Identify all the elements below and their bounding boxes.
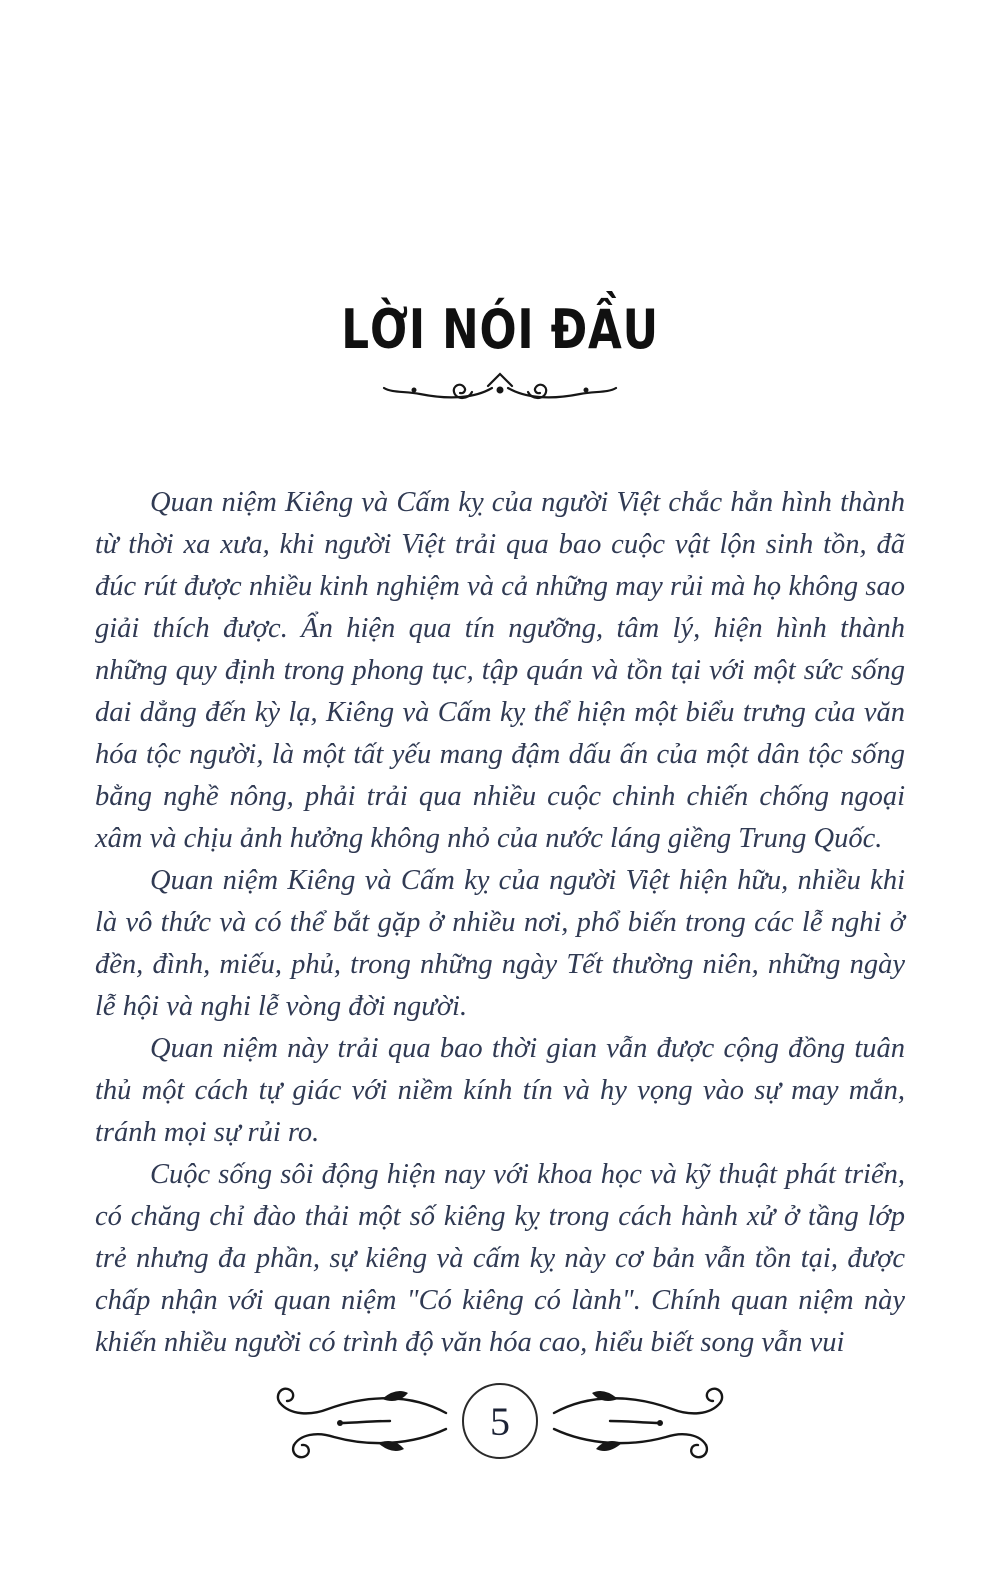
chapter-header — [0, 0, 1000, 408]
paragraph-1: Quan niệm Kiêng và Cấm kỵ của người Việt chắc hẳn hình thành từ thời xa xưa, khi người Việt trải qua bao cuộc vật lộn sinh tồn, đã đúc rút được nhiều kinh nghiệm và cả những may rủi mà họ không sao giải thích được. Ẩn hiện qua tín ngưỡng, tâm lý, hiện hình thành những quy định trong phong tục, tập quán và tồn tại với một sức sống dai dẳng đến kỳ lạ, Kiêng và Cấm kỵ thể hiện một biểu trưng của văn hóa tộc người, là một tất yếu mang đậm dấu ấn của một dân tộc sống bằng nghề nông, phải trải qua nhiều cuộc chinh chiến chống ngoại xâm và chịu ảnh hưởng không nhỏ của nước láng giềng Trung Quốc. — [95, 487, 905, 854]
paragraph-2: Quan niệm Kiêng và Cấm kỵ của người Việt hiện hữu, nhiều khi là vô thức và có thể bắt gặp ở nhiều nơi, phổ biến trong các lễ nghi ở đền, đình, miếu, phủ, trong những ngày Tết thường niên, những ngày lễ hội và nghi lễ vòng đời người. — [95, 865, 905, 1022]
chapter-title: LỜI NÓI ĐẦU — [341, 298, 659, 362]
paragraph-3: Quan niệm này trải qua bao thời gian vẫn được cộng đồng tuân thủ một cách tự giác với niềm kính tín và hy vọng vào sự may mắn, tránh mọi sự rủi ro. — [95, 1033, 905, 1148]
footer-flourish-left-icon — [270, 1379, 450, 1463]
page-body — [95, 482, 905, 1364]
footer-flourish-right-icon — [550, 1379, 730, 1463]
title-divider-ornament-icon — [0, 368, 1000, 408]
page-footer — [0, 1379, 1000, 1463]
paragraph-4: Cuộc sống sôi động hiện nay với khoa học và kỹ thuật phát triển, có chăng chỉ đào thải một số kiêng kỵ trong cách hành xử ở tầng lớp trẻ nhưng đa phần, sự kiêng và cấm kỵ này cơ bản vẫn tồn tại, được chấp nhận với quan niệm "Có kiêng có lành". Chính quan niệm này khiến nhiều người có trình độ văn hóa cao, hiểu biết song vẫn vui — [95, 1159, 905, 1358]
page-number: 5 — [462, 1383, 538, 1459]
